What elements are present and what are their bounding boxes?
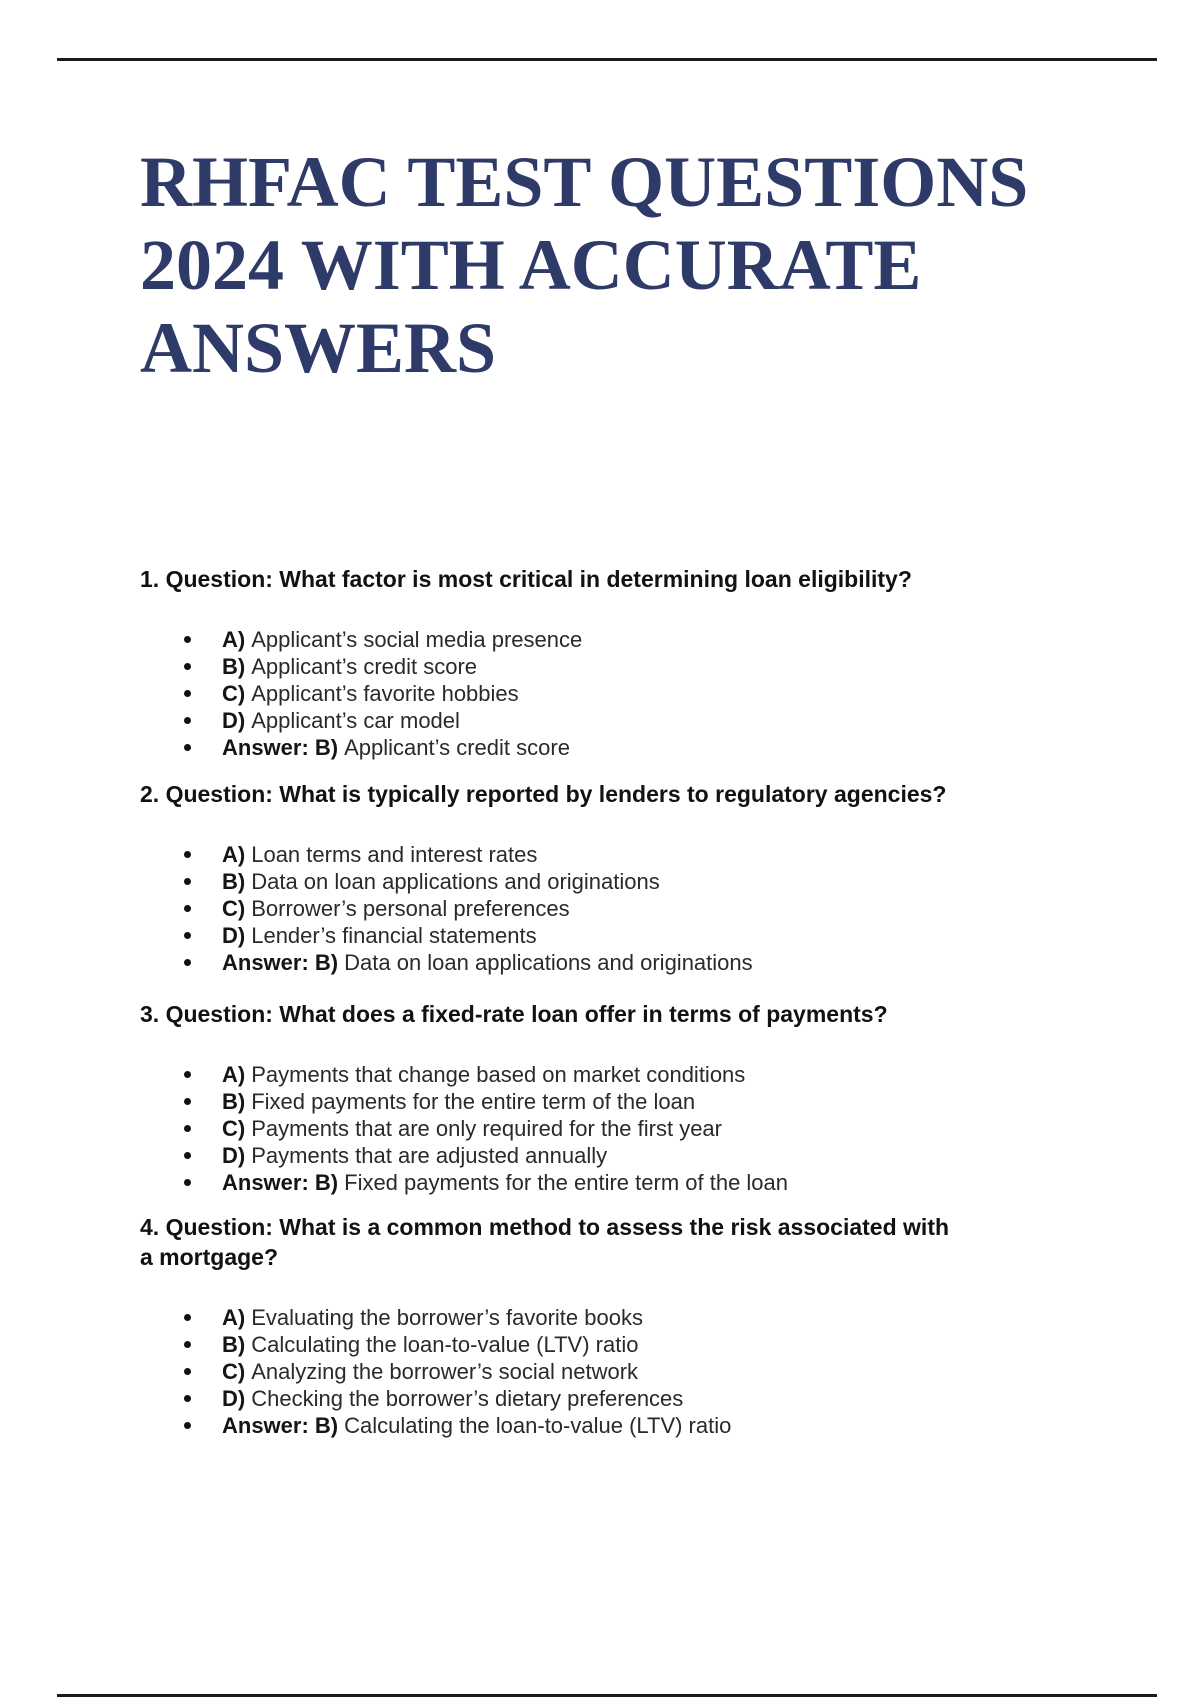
answer-text: Data on loan applications and originations (344, 950, 753, 975)
option-text: Analyzing the borrower’s social network (251, 1359, 639, 1384)
option-label: D) (222, 923, 246, 948)
option-label: D) (222, 708, 246, 733)
option-item (140, 1088, 1130, 1115)
option-label: D) (222, 1386, 246, 1411)
answer-item (140, 1412, 1130, 1439)
option-item (140, 1385, 1130, 1412)
option-item (140, 707, 1130, 734)
question-section-4 (140, 1212, 1130, 1439)
option-text: Payments that change based on market conditions (251, 1062, 746, 1087)
option-label: A) (222, 842, 246, 867)
option-text: Loan terms and interest rates (251, 842, 538, 867)
option-item (140, 1358, 1130, 1385)
option-text: Calculating the loan-to-value (LTV) ratio (251, 1332, 639, 1357)
title-line: ANSWERS (140, 308, 497, 388)
option-label: B) (222, 1332, 246, 1357)
option-label: D) (222, 1143, 246, 1168)
question-heading-line: 1. Question: What factor is most critical in determining loan eligibility? (140, 566, 912, 592)
bottom-rule (57, 1694, 1157, 1697)
option-item (140, 1142, 1130, 1169)
option-text: Data on loan applications and originations (251, 869, 660, 894)
option-item (140, 1331, 1130, 1358)
option-label: B) (222, 869, 246, 894)
answer-label: Answer: B) (222, 950, 339, 975)
option-label: C) (222, 681, 246, 706)
title-line: RHFAC TEST QUESTIONS (140, 142, 1029, 222)
document-title (140, 141, 1140, 390)
option-label: C) (222, 1359, 246, 1384)
option-label: A) (222, 1305, 246, 1330)
option-item (140, 626, 1130, 653)
answer-label: Answer: B) (222, 1413, 339, 1438)
answer-text: Fixed payments for the entire term of the loan (344, 1170, 789, 1195)
question-section-1 (140, 564, 1130, 761)
options-list (140, 626, 1130, 761)
question-heading-line: 4. Question: What is a common method to assess the risk associated with (140, 1214, 950, 1240)
answer-label: Answer: B) (222, 1170, 339, 1195)
option-text: Checking the borrower’s dietary preferences (251, 1386, 684, 1411)
option-item (140, 868, 1130, 895)
option-text: Applicant’s credit score (251, 654, 478, 679)
option-label: A) (222, 627, 246, 652)
option-text: Applicant’s car model (251, 708, 460, 733)
question-heading-line: a mortgage? (140, 1244, 279, 1270)
question-heading-line: 2. Question: What is typically reported by lenders to regulatory agencies? (140, 781, 947, 807)
option-item (140, 1061, 1130, 1088)
option-text: Borrower’s personal preferences (251, 896, 570, 921)
answer-item (140, 949, 1130, 976)
option-item (140, 841, 1130, 868)
title-line: 2024 WITH ACCURATE (140, 225, 922, 305)
question-heading (140, 999, 1130, 1029)
option-item (140, 1304, 1130, 1331)
option-item (140, 653, 1130, 680)
answer-label: Answer: B) (222, 735, 339, 760)
option-text: Applicant’s favorite hobbies (251, 681, 519, 706)
option-label: A) (222, 1062, 246, 1087)
options-list (140, 1304, 1130, 1439)
question-heading (140, 779, 1130, 809)
option-text: Lender’s financial statements (251, 923, 537, 948)
option-label: B) (222, 1089, 246, 1114)
question-section-2 (140, 779, 1130, 976)
answer-item (140, 734, 1130, 761)
option-text: Payments that are only required for the first year (251, 1116, 722, 1141)
answer-text: Applicant’s credit score (344, 735, 570, 760)
question-heading-line: 3. Question: What does a fixed-rate loan offer in terms of payments? (140, 1001, 888, 1027)
top-rule (57, 58, 1157, 61)
option-label: B) (222, 654, 246, 679)
option-label: C) (222, 1116, 246, 1141)
options-list (140, 1061, 1130, 1196)
options-list (140, 841, 1130, 976)
answer-item (140, 1169, 1130, 1196)
answer-text: Calculating the loan-to-value (LTV) ratio (344, 1413, 732, 1438)
question-heading (140, 564, 1130, 594)
option-text: Payments that are adjusted annually (251, 1143, 608, 1168)
option-text: Fixed payments for the entire term of the loan (251, 1089, 696, 1114)
option-item (140, 680, 1130, 707)
option-text: Evaluating the borrower’s favorite books (251, 1305, 643, 1330)
option-item (140, 1115, 1130, 1142)
option-text: Applicant’s social media presence (251, 627, 583, 652)
question-section-3 (140, 999, 1130, 1196)
option-item (140, 922, 1130, 949)
option-label: C) (222, 896, 246, 921)
question-heading (140, 1212, 1130, 1272)
option-item (140, 895, 1130, 922)
